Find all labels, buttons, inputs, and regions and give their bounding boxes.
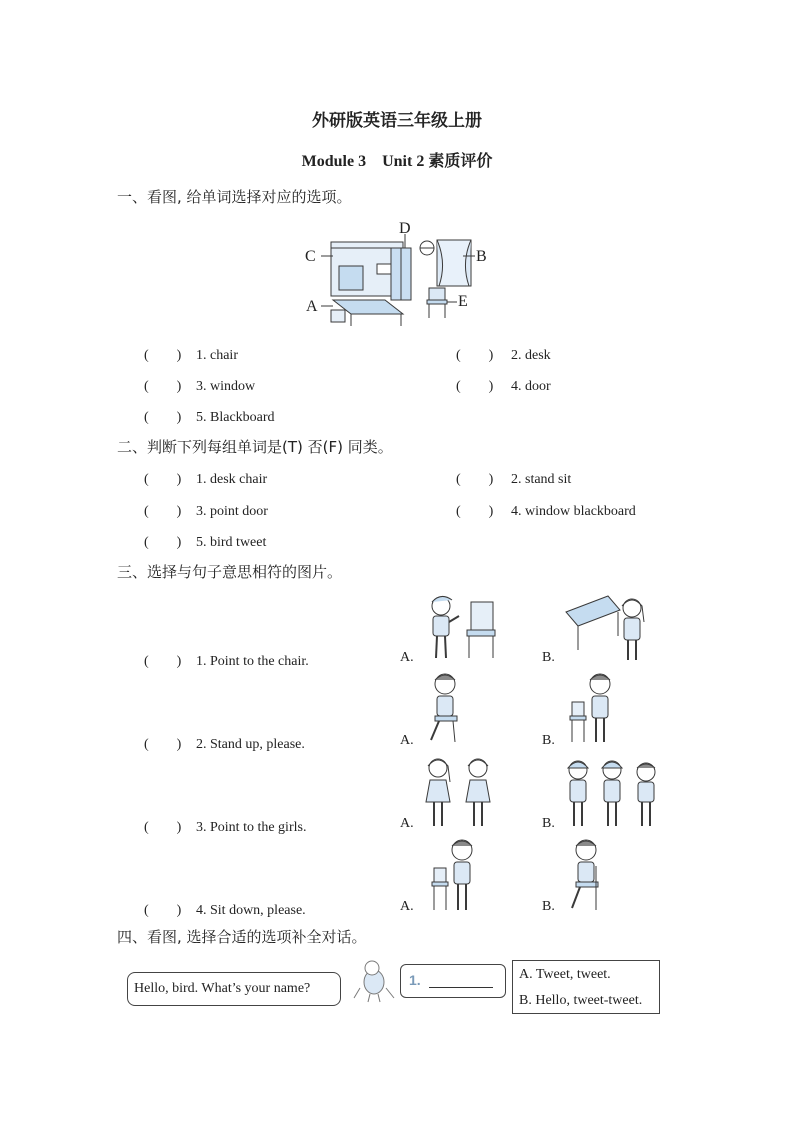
blank-number: 1. <box>409 972 421 988</box>
choice-b: B. Hello, tweet-tweet. <box>519 993 643 1008</box>
two-girls-picture <box>422 752 498 830</box>
section4-heading: 四、看图, 选择合适的选项补全对话。 <box>117 928 367 946</box>
s3-item-3: ( ) 3. Point to the girls. <box>144 820 307 835</box>
label-a: A <box>306 298 318 315</box>
s1-item-4: ( ) 4. door <box>456 379 551 394</box>
s1-item-2: ( ) 2. desk <box>456 348 551 363</box>
girl-and-desk-picture <box>562 592 648 664</box>
s2-item-1: ( ) 1. desk chair <box>144 472 268 487</box>
answer-blank[interactable] <box>429 987 493 988</box>
label-b: B <box>476 248 487 265</box>
boy-and-chair-picture <box>425 592 501 664</box>
classroom-picture <box>303 218 493 328</box>
s3-q3-option-b: B. <box>542 816 555 831</box>
s2-item-4: ( ) 4. window blackboard <box>456 504 636 519</box>
s2-item-2: ( ) 2. stand sit <box>456 472 572 487</box>
section1-heading: 一、看图, 给单词选择对应的选项。 <box>117 188 352 206</box>
s3-q1-option-a: A. <box>400 650 414 665</box>
label-d: D <box>399 220 411 237</box>
s1-item-3: ( ) 3. window <box>144 379 256 394</box>
s1-item-1: ( ) 1. chair <box>144 348 238 363</box>
section2-heading: 二、判断下列每组单词是(T) 否(F) 同类。 <box>117 438 393 456</box>
s2-item-3: ( ) 3. point door <box>144 504 268 519</box>
boy-sitting-on-chair-picture <box>566 836 606 914</box>
s3-q4-option-a: A. <box>400 899 414 914</box>
page-title: 外研版英语三年级上册 <box>312 111 482 130</box>
section3-heading: 三、选择与句子意思相符的图片。 <box>117 563 343 581</box>
s3-q2-option-a: A. <box>400 733 414 748</box>
s2-item-5: ( ) 5. bird tweet <box>144 535 267 550</box>
s3-q2-option-b: B. <box>542 733 555 748</box>
page-subtitle: Module 3 Unit 2 素质评价 <box>301 153 493 170</box>
boy-standing-picture <box>568 670 618 748</box>
label-e: E <box>458 293 468 310</box>
s3-item-1: ( ) 1. Point to the chair. <box>144 654 309 669</box>
boy-sitting-picture <box>425 670 465 748</box>
label-c: C <box>305 248 316 265</box>
s3-q4-option-b: B. <box>542 899 555 914</box>
s3-item-2: ( ) 2. Stand up, please. <box>144 737 305 752</box>
speech-text: Hello, bird. What’s your name? <box>134 981 311 996</box>
speech-bubble <box>127 972 341 1006</box>
answer-bubble <box>400 964 506 998</box>
s3-item-4: ( ) 4. Sit down, please. <box>144 903 306 918</box>
three-boys-picture <box>562 756 662 830</box>
choices-box <box>512 960 660 1014</box>
s3-q1-option-b: B. <box>542 650 555 665</box>
boy-standing-by-chair-picture <box>430 836 480 914</box>
bird-picture <box>352 958 396 1004</box>
s3-q3-option-a: A. <box>400 816 414 831</box>
s1-item-5: ( ) 5. Blackboard <box>144 410 275 425</box>
choice-a: A. Tweet, tweet. <box>519 967 611 982</box>
